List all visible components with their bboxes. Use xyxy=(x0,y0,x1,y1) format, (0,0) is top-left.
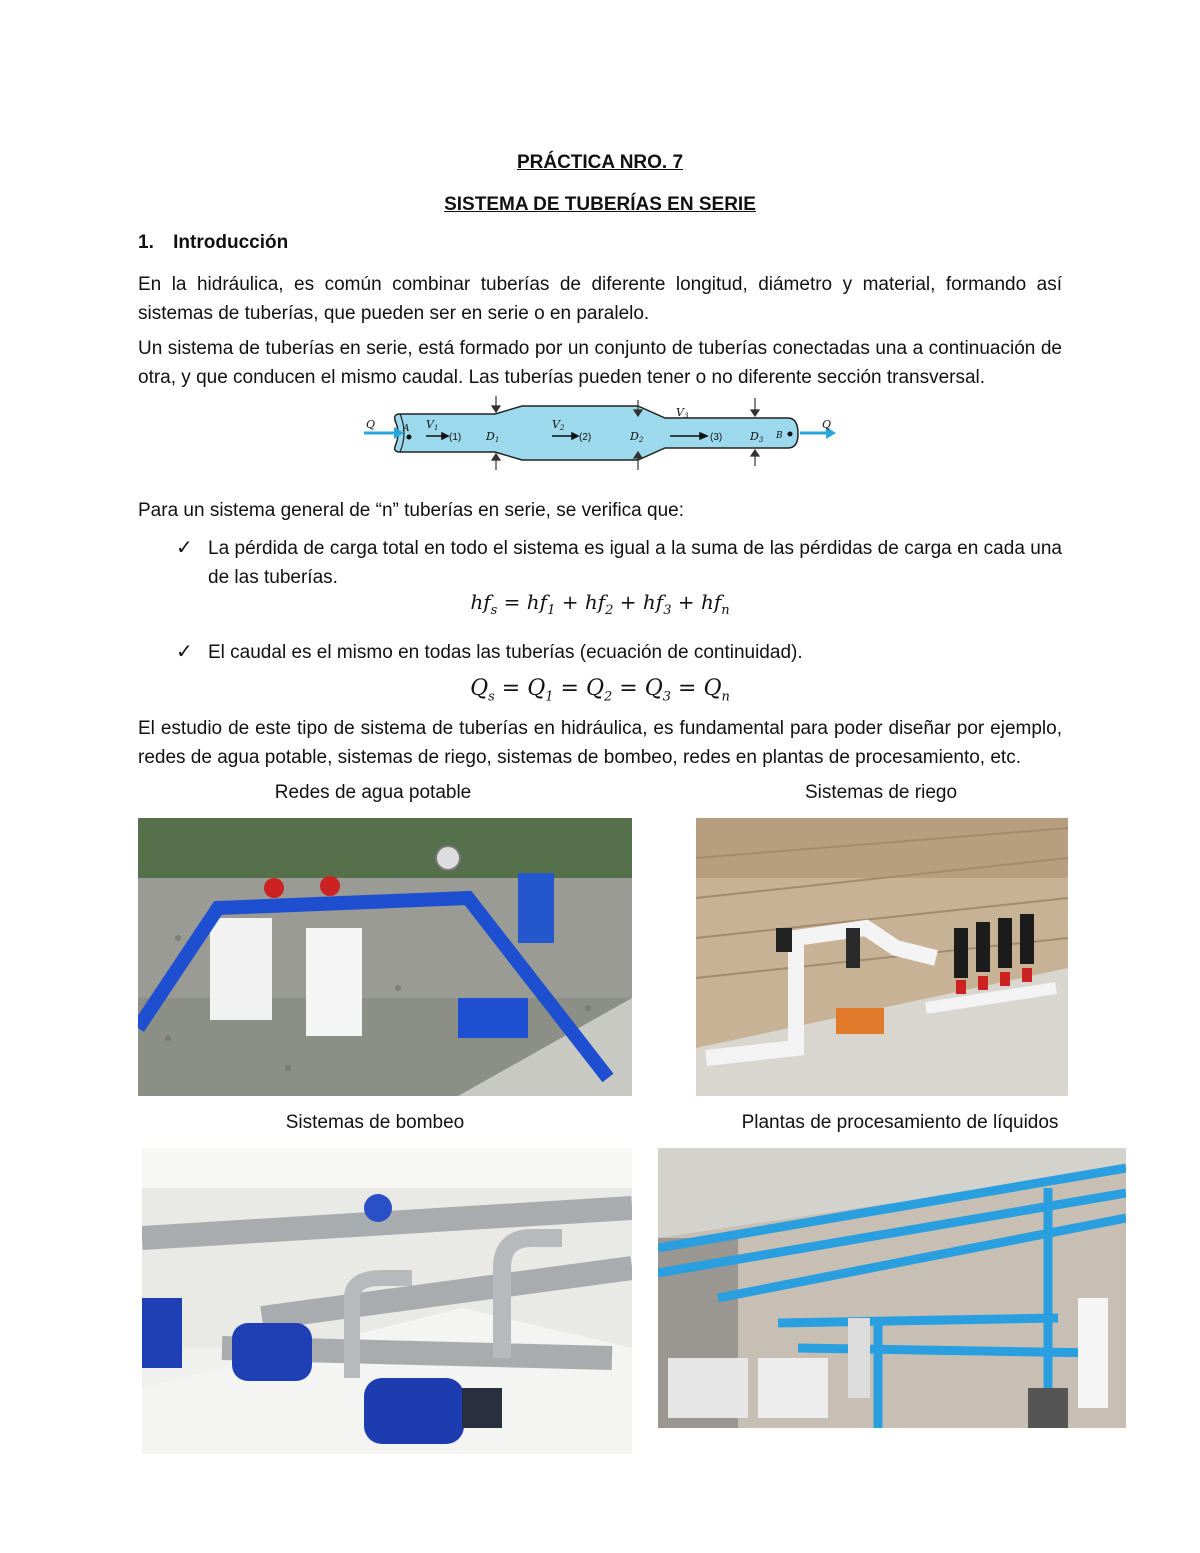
label-b: B xyxy=(776,431,783,441)
label-d1: D1 xyxy=(486,430,500,444)
intro-paragraph-2: Un sistema de tuberías en serie, está formado por un conjunto de tuberías conectadas una a continuación de otra, y que conducen el mismo caudal. Las tuberías pueden tener o no diferente sección transversal. xyxy=(138,338,1062,388)
label-d2: D2 xyxy=(630,430,644,444)
caption-processing-plants: Plantas de procesamiento de líquidos xyxy=(741,1112,1059,1133)
pumping-photo xyxy=(142,1148,632,1454)
label-v2: V2 xyxy=(552,418,565,432)
intro-paragraph-1: En la hidráulica, es común combinar tuberías de diferente longitud, diámetro y material, formando así sistemas de tuberías, que pueden ser en serie o en paralelo. xyxy=(138,274,1062,324)
pipe-series-diagram xyxy=(360,396,840,470)
point-a-marker xyxy=(407,435,412,440)
continuity-formula: $Q_s = Q_1 = Q_2 = Q_3 = Q_n$ xyxy=(470,676,730,705)
document-title: PRÁCTICA NRO. 7 xyxy=(516,152,684,173)
label-d3: D3 xyxy=(750,430,764,444)
section-heading xyxy=(138,232,288,254)
bullet-continuity: El caudal es el mismo en todas las tuberías (ecuación de continuidad). xyxy=(208,642,803,663)
point-b-marker xyxy=(788,432,793,437)
label-v1: V1 xyxy=(426,418,439,432)
irrigation-photo xyxy=(696,818,1068,1096)
label-a: A xyxy=(403,424,410,434)
general-system-paragraph: Para un sistema general de “n” tuberías en serie, se verifica que: xyxy=(138,500,685,521)
label-q-in: Q xyxy=(366,418,376,431)
label-pipe-3: (3) xyxy=(710,432,723,443)
caption-irrigation: Sistemas de riego xyxy=(804,782,958,803)
label-q-out: Q xyxy=(822,418,832,431)
water-network-photo xyxy=(138,818,632,1096)
label-v3: V3 xyxy=(676,406,689,420)
label-pipe-2: (2) xyxy=(579,432,592,443)
label-pipe-1: (1) xyxy=(449,432,462,443)
document-subtitle: SISTEMA DE TUBERÍAS EN SERIE xyxy=(444,194,756,215)
caption-water-networks: Redes de agua potable xyxy=(274,782,472,803)
applications-paragraph: El estudio de este tipo de sistema de tuberías en hidráulica, es fundamental para poder diseñar por ejemplo, redes de agua potable, sistemas de riego, sistemas de bombeo, redes en plantas de procesamiento, etc. xyxy=(138,718,1062,768)
bullet-head-loss: La pérdida de carga total en todo el sistema es igual a la suma de las pérdidas de carga en cada una de las tuberías. xyxy=(208,538,1062,588)
head-loss-formula: $hf_s = hf_1 + hf_2 + hf_3 + hf_n$ xyxy=(470,590,730,618)
caption-pumping: Sistemas de bombeo xyxy=(285,1112,465,1133)
checkmark-icon: ✓ xyxy=(176,641,193,663)
section-label: Introducción xyxy=(173,232,289,253)
processing-plant-photo xyxy=(658,1148,1126,1428)
checkmark-icon: ✓ xyxy=(176,537,193,559)
section-number: 1. xyxy=(138,232,154,253)
